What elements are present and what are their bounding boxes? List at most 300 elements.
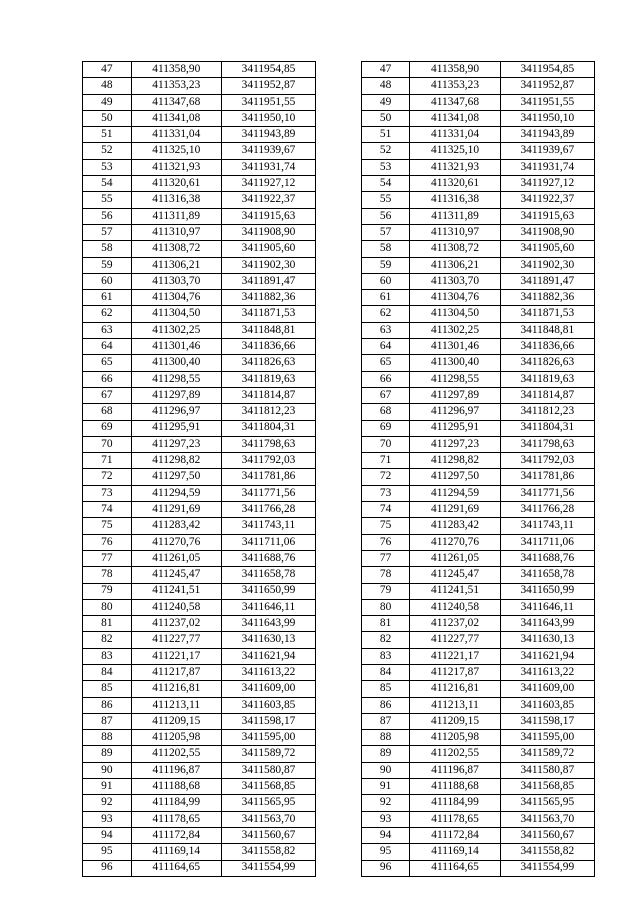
table-row: [83, 746, 595, 762]
left-x-coordinate-cell: 411297,50: [131, 469, 221, 485]
left-point-number-cell: 54: [83, 176, 132, 192]
left-x-coordinate-cell: 411325,10: [131, 143, 221, 159]
gap-cell: [316, 355, 362, 371]
table-row: [83, 681, 595, 697]
right-x-coordinate-cell: 411304,76: [410, 290, 500, 306]
left-x-coordinate-cell: 411245,47: [131, 567, 221, 583]
gap-cell: [316, 420, 362, 436]
left-y-coordinate-cell: 3411598,17: [221, 713, 315, 729]
right-x-coordinate-cell: 411301,46: [410, 339, 500, 355]
right-point-number-cell: 48: [361, 78, 410, 94]
left-point-number-cell: 56: [83, 208, 132, 224]
left-point-number-cell: 68: [83, 404, 132, 420]
left-y-coordinate-cell: 3411580,87: [221, 762, 315, 778]
right-point-number-cell: 78: [361, 567, 410, 583]
left-x-coordinate-cell: 411331,04: [131, 127, 221, 143]
gap-cell: [316, 616, 362, 632]
left-y-coordinate-cell: 3411643,99: [221, 616, 315, 632]
left-point-number-cell: 74: [83, 502, 132, 518]
left-point-number-cell: 83: [83, 648, 132, 664]
left-y-coordinate-cell: 3411658,78: [221, 567, 315, 583]
left-x-coordinate-cell: 411306,21: [131, 257, 221, 273]
table-row: [83, 110, 595, 126]
right-x-coordinate-cell: 411304,50: [410, 306, 500, 322]
right-x-coordinate-cell: 411216,81: [410, 681, 500, 697]
table-row: [83, 208, 595, 224]
left-y-coordinate-cell: 3411621,94: [221, 648, 315, 664]
left-y-coordinate-cell: 3411711,06: [221, 534, 315, 550]
right-x-coordinate-cell: 411297,50: [410, 469, 500, 485]
right-y-coordinate-cell: 3411836,66: [500, 339, 594, 355]
right-point-number-cell: 77: [361, 550, 410, 566]
table-row: [83, 762, 595, 778]
right-point-number-cell: 81: [361, 616, 410, 632]
gap-cell: [316, 273, 362, 289]
right-point-number-cell: 69: [361, 420, 410, 436]
right-x-coordinate-cell: 411297,89: [410, 387, 500, 403]
gap-cell: [316, 257, 362, 273]
left-y-coordinate-cell: 3411952,87: [221, 78, 315, 94]
right-point-number-cell: 65: [361, 355, 410, 371]
right-x-coordinate-cell: 411270,76: [410, 534, 500, 550]
right-point-number-cell: 91: [361, 779, 410, 795]
table-row: [83, 273, 595, 289]
left-x-coordinate-cell: 411237,02: [131, 616, 221, 632]
right-point-number-cell: 62: [361, 306, 410, 322]
left-point-number-cell: 63: [83, 322, 132, 338]
right-x-coordinate-cell: 411310,97: [410, 224, 500, 240]
table-row: [83, 453, 595, 469]
left-point-number-cell: 76: [83, 534, 132, 550]
left-x-coordinate-cell: 411316,38: [131, 192, 221, 208]
gap-cell: [316, 844, 362, 860]
right-y-coordinate-cell: 3411826,63: [500, 355, 594, 371]
left-y-coordinate-cell: 3411630,13: [221, 632, 315, 648]
left-x-coordinate-cell: 411295,91: [131, 420, 221, 436]
table-row: [83, 94, 595, 110]
table-row: [83, 502, 595, 518]
left-y-coordinate-cell: 3411804,31: [221, 420, 315, 436]
left-point-number-cell: 77: [83, 550, 132, 566]
right-point-number-cell: 93: [361, 811, 410, 827]
left-point-number-cell: 91: [83, 779, 132, 795]
right-point-number-cell: 82: [361, 632, 410, 648]
left-x-coordinate-cell: 411297,23: [131, 436, 221, 452]
right-point-number-cell: 75: [361, 518, 410, 534]
right-x-coordinate-cell: 411311,89: [410, 208, 500, 224]
gap-cell: [316, 436, 362, 452]
left-x-coordinate-cell: 411358,90: [131, 62, 221, 78]
gap-cell: [316, 567, 362, 583]
left-y-coordinate-cell: 3411939,67: [221, 143, 315, 159]
right-y-coordinate-cell: 3411658,78: [500, 567, 594, 583]
table-row: [83, 664, 595, 680]
left-point-number-cell: 75: [83, 518, 132, 534]
table-row: [83, 371, 595, 387]
left-y-coordinate-cell: 3411950,10: [221, 110, 315, 126]
right-point-number-cell: 95: [361, 844, 410, 860]
right-y-coordinate-cell: 3411603,85: [500, 697, 594, 713]
right-y-coordinate-cell: 3411554,99: [500, 860, 594, 876]
table-row: [83, 632, 595, 648]
table-row: [83, 567, 595, 583]
right-y-coordinate-cell: 3411650,99: [500, 583, 594, 599]
right-point-number-cell: 79: [361, 583, 410, 599]
table-row: [83, 176, 595, 192]
left-x-coordinate-cell: 411308,72: [131, 241, 221, 257]
right-x-coordinate-cell: 411227,77: [410, 632, 500, 648]
table-row: [83, 795, 595, 811]
left-y-coordinate-cell: 3411905,60: [221, 241, 315, 257]
right-x-coordinate-cell: 411172,84: [410, 827, 500, 843]
left-point-number-cell: 81: [83, 616, 132, 632]
left-x-coordinate-cell: 411301,46: [131, 339, 221, 355]
gap-cell: [316, 860, 362, 876]
right-y-coordinate-cell: 3411814,87: [500, 387, 594, 403]
gap-cell: [316, 599, 362, 615]
gap-cell: [316, 306, 362, 322]
right-point-number-cell: 67: [361, 387, 410, 403]
right-point-number-cell: 73: [361, 485, 410, 501]
left-x-coordinate-cell: 411321,93: [131, 159, 221, 175]
gap-cell: [316, 827, 362, 843]
left-y-coordinate-cell: 3411848,81: [221, 322, 315, 338]
right-y-coordinate-cell: 3411630,13: [500, 632, 594, 648]
left-x-coordinate-cell: 411178,65: [131, 811, 221, 827]
right-y-coordinate-cell: 3411891,47: [500, 273, 594, 289]
right-point-number-cell: 86: [361, 697, 410, 713]
left-y-coordinate-cell: 3411565,95: [221, 795, 315, 811]
right-x-coordinate-cell: 411188,68: [410, 779, 500, 795]
gap-cell: [316, 502, 362, 518]
table-row: [83, 241, 595, 257]
left-x-coordinate-cell: 411294,59: [131, 485, 221, 501]
right-x-coordinate-cell: 411358,90: [410, 62, 500, 78]
right-y-coordinate-cell: 3411927,12: [500, 176, 594, 192]
right-point-number-cell: 83: [361, 648, 410, 664]
left-x-coordinate-cell: 411184,99: [131, 795, 221, 811]
right-x-coordinate-cell: 411164,65: [410, 860, 500, 876]
left-y-coordinate-cell: 3411771,56: [221, 485, 315, 501]
right-point-number-cell: 72: [361, 469, 410, 485]
left-y-coordinate-cell: 3411812,23: [221, 404, 315, 420]
right-x-coordinate-cell: 411295,91: [410, 420, 500, 436]
left-x-coordinate-cell: 411241,51: [131, 583, 221, 599]
gap-cell: [316, 208, 362, 224]
right-point-number-cell: 53: [361, 159, 410, 175]
left-point-number-cell: 64: [83, 339, 132, 355]
right-point-number-cell: 58: [361, 241, 410, 257]
right-x-coordinate-cell: 411196,87: [410, 762, 500, 778]
table-row: [83, 697, 595, 713]
table-row: [83, 290, 595, 306]
right-point-number-cell: 85: [361, 681, 410, 697]
gap-cell: [316, 697, 362, 713]
table-row: [83, 550, 595, 566]
table-row: [83, 779, 595, 795]
left-x-coordinate-cell: 411227,77: [131, 632, 221, 648]
left-point-number-cell: 73: [83, 485, 132, 501]
right-point-number-cell: 64: [361, 339, 410, 355]
left-y-coordinate-cell: 3411792,03: [221, 453, 315, 469]
gap-cell: [316, 746, 362, 762]
gap-cell: [316, 681, 362, 697]
left-y-coordinate-cell: 3411931,74: [221, 159, 315, 175]
right-y-coordinate-cell: 3411563,70: [500, 811, 594, 827]
right-point-number-cell: 84: [361, 664, 410, 680]
right-x-coordinate-cell: 411298,82: [410, 453, 500, 469]
left-point-number-cell: 90: [83, 762, 132, 778]
right-x-coordinate-cell: 411302,25: [410, 322, 500, 338]
table-row: [83, 485, 595, 501]
gap-cell: [316, 469, 362, 485]
right-y-coordinate-cell: 3411915,63: [500, 208, 594, 224]
gap-cell: [316, 795, 362, 811]
right-x-coordinate-cell: 411291,69: [410, 502, 500, 518]
table-row: [83, 339, 595, 355]
right-point-number-cell: 94: [361, 827, 410, 843]
right-x-coordinate-cell: 411298,55: [410, 371, 500, 387]
right-x-coordinate-cell: 411321,93: [410, 159, 500, 175]
gap-cell: [316, 453, 362, 469]
gap-cell: [316, 78, 362, 94]
right-point-number-cell: 56: [361, 208, 410, 224]
right-y-coordinate-cell: 3411902,30: [500, 257, 594, 273]
left-x-coordinate-cell: 411169,14: [131, 844, 221, 860]
right-y-coordinate-cell: 3411598,17: [500, 713, 594, 729]
left-point-number-cell: 53: [83, 159, 132, 175]
left-y-coordinate-cell: 3411568,85: [221, 779, 315, 795]
right-y-coordinate-cell: 3411798,63: [500, 436, 594, 452]
right-point-number-cell: 74: [361, 502, 410, 518]
table-row: [83, 860, 595, 876]
left-y-coordinate-cell: 3411613,22: [221, 664, 315, 680]
table-row: [83, 616, 595, 632]
table-row: [83, 420, 595, 436]
left-x-coordinate-cell: 411304,50: [131, 306, 221, 322]
right-y-coordinate-cell: 3411558,82: [500, 844, 594, 860]
gap-cell: [316, 632, 362, 648]
left-point-number-cell: 96: [83, 860, 132, 876]
left-y-coordinate-cell: 3411922,37: [221, 192, 315, 208]
right-y-coordinate-cell: 3411939,67: [500, 143, 594, 159]
table-row: [83, 518, 595, 534]
right-point-number-cell: 70: [361, 436, 410, 452]
right-x-coordinate-cell: 411306,21: [410, 257, 500, 273]
right-point-number-cell: 50: [361, 110, 410, 126]
left-x-coordinate-cell: 411320,61: [131, 176, 221, 192]
right-point-number-cell: 60: [361, 273, 410, 289]
right-y-coordinate-cell: 3411931,74: [500, 159, 594, 175]
left-x-coordinate-cell: 411196,87: [131, 762, 221, 778]
left-y-coordinate-cell: 3411589,72: [221, 746, 315, 762]
gap-cell: [316, 648, 362, 664]
left-point-number-cell: 71: [83, 453, 132, 469]
gap-cell: [316, 192, 362, 208]
table-row: [83, 192, 595, 208]
right-y-coordinate-cell: 3411871,53: [500, 306, 594, 322]
gap-cell: [316, 779, 362, 795]
left-y-coordinate-cell: 3411646,11: [221, 599, 315, 615]
right-x-coordinate-cell: 411205,98: [410, 730, 500, 746]
right-y-coordinate-cell: 3411951,55: [500, 94, 594, 110]
gap-cell: [316, 550, 362, 566]
gap-cell: [316, 143, 362, 159]
gap-cell: [316, 404, 362, 420]
left-y-coordinate-cell: 3411558,82: [221, 844, 315, 860]
right-x-coordinate-cell: 411303,70: [410, 273, 500, 289]
left-point-number-cell: 95: [83, 844, 132, 860]
left-point-number-cell: 80: [83, 599, 132, 615]
gap-cell: [316, 762, 362, 778]
left-point-number-cell: 78: [83, 567, 132, 583]
right-point-number-cell: 52: [361, 143, 410, 159]
left-x-coordinate-cell: 411205,98: [131, 730, 221, 746]
gap-cell: [316, 241, 362, 257]
left-y-coordinate-cell: 3411871,53: [221, 306, 315, 322]
left-point-number-cell: 87: [83, 713, 132, 729]
table-row: [83, 387, 595, 403]
left-y-coordinate-cell: 3411650,99: [221, 583, 315, 599]
left-point-number-cell: 65: [83, 355, 132, 371]
right-x-coordinate-cell: 411320,61: [410, 176, 500, 192]
left-y-coordinate-cell: 3411951,55: [221, 94, 315, 110]
left-point-number-cell: 69: [83, 420, 132, 436]
left-point-number-cell: 72: [83, 469, 132, 485]
left-point-number-cell: 84: [83, 664, 132, 680]
left-point-number-cell: 61: [83, 290, 132, 306]
right-y-coordinate-cell: 3411950,10: [500, 110, 594, 126]
coordinates-table-body: [83, 62, 595, 877]
right-x-coordinate-cell: 411241,51: [410, 583, 500, 599]
left-x-coordinate-cell: 411297,89: [131, 387, 221, 403]
right-y-coordinate-cell: 3411781,86: [500, 469, 594, 485]
left-point-number-cell: 70: [83, 436, 132, 452]
right-y-coordinate-cell: 3411771,56: [500, 485, 594, 501]
right-y-coordinate-cell: 3411792,03: [500, 453, 594, 469]
gap-cell: [316, 534, 362, 550]
right-point-number-cell: 49: [361, 94, 410, 110]
right-point-number-cell: 96: [361, 860, 410, 876]
left-x-coordinate-cell: 411213,11: [131, 697, 221, 713]
left-y-coordinate-cell: 3411595,00: [221, 730, 315, 746]
right-point-number-cell: 87: [361, 713, 410, 729]
right-point-number-cell: 55: [361, 192, 410, 208]
right-x-coordinate-cell: 411300,40: [410, 355, 500, 371]
right-point-number-cell: 71: [361, 453, 410, 469]
table-row: [83, 159, 595, 175]
table-row: [83, 78, 595, 94]
right-point-number-cell: 89: [361, 746, 410, 762]
table-row: [83, 355, 595, 371]
left-point-number-cell: 50: [83, 110, 132, 126]
left-point-number-cell: 51: [83, 127, 132, 143]
left-x-coordinate-cell: 411202,55: [131, 746, 221, 762]
left-x-coordinate-cell: 411216,81: [131, 681, 221, 697]
gap-cell: [316, 94, 362, 110]
right-y-coordinate-cell: 3411568,85: [500, 779, 594, 795]
table-row: [83, 436, 595, 452]
gap-cell: [316, 485, 362, 501]
left-x-coordinate-cell: 411347,68: [131, 94, 221, 110]
left-y-coordinate-cell: 3411766,28: [221, 502, 315, 518]
left-y-coordinate-cell: 3411915,63: [221, 208, 315, 224]
right-y-coordinate-cell: 3411646,11: [500, 599, 594, 615]
left-y-coordinate-cell: 3411554,99: [221, 860, 315, 876]
left-point-number-cell: 92: [83, 795, 132, 811]
table-row: [83, 127, 595, 143]
gap-cell: [316, 290, 362, 306]
right-point-number-cell: 68: [361, 404, 410, 420]
left-y-coordinate-cell: 3411882,36: [221, 290, 315, 306]
left-x-coordinate-cell: 411304,76: [131, 290, 221, 306]
left-x-coordinate-cell: 411300,40: [131, 355, 221, 371]
left-point-number-cell: 79: [83, 583, 132, 599]
right-y-coordinate-cell: 3411766,28: [500, 502, 594, 518]
right-y-coordinate-cell: 3411688,76: [500, 550, 594, 566]
gap-cell: [316, 176, 362, 192]
left-point-number-cell: 58: [83, 241, 132, 257]
left-x-coordinate-cell: 411302,25: [131, 322, 221, 338]
table-row: [83, 583, 595, 599]
gap-cell: [316, 127, 362, 143]
table-row: [83, 62, 595, 78]
left-x-coordinate-cell: 411261,05: [131, 550, 221, 566]
left-point-number-cell: 60: [83, 273, 132, 289]
gap-cell: [316, 159, 362, 175]
table-row: [83, 143, 595, 159]
right-y-coordinate-cell: 3411711,06: [500, 534, 594, 550]
right-point-number-cell: 63: [361, 322, 410, 338]
table-row: [83, 648, 595, 664]
left-point-number-cell: 89: [83, 746, 132, 762]
right-y-coordinate-cell: 3411952,87: [500, 78, 594, 94]
left-y-coordinate-cell: 3411819,63: [221, 371, 315, 387]
right-point-number-cell: 47: [361, 62, 410, 78]
right-y-coordinate-cell: 3411819,63: [500, 371, 594, 387]
left-point-number-cell: 57: [83, 224, 132, 240]
right-x-coordinate-cell: 411237,02: [410, 616, 500, 632]
right-y-coordinate-cell: 3411643,99: [500, 616, 594, 632]
left-x-coordinate-cell: 411283,42: [131, 518, 221, 534]
right-y-coordinate-cell: 3411908,90: [500, 224, 594, 240]
left-x-coordinate-cell: 411296,97: [131, 404, 221, 420]
left-x-coordinate-cell: 411221,17: [131, 648, 221, 664]
right-x-coordinate-cell: 411213,11: [410, 697, 500, 713]
table-row: [83, 599, 595, 615]
gap-cell: [316, 387, 362, 403]
table-row: [83, 713, 595, 729]
right-x-coordinate-cell: 411347,68: [410, 94, 500, 110]
table-row: [83, 404, 595, 420]
left-x-coordinate-cell: 411209,15: [131, 713, 221, 729]
right-x-coordinate-cell: 411169,14: [410, 844, 500, 860]
left-y-coordinate-cell: 3411560,67: [221, 827, 315, 843]
left-x-coordinate-cell: 411172,84: [131, 827, 221, 843]
right-x-coordinate-cell: 411297,23: [410, 436, 500, 452]
left-x-coordinate-cell: 411298,55: [131, 371, 221, 387]
right-y-coordinate-cell: 3411589,72: [500, 746, 594, 762]
left-x-coordinate-cell: 411291,69: [131, 502, 221, 518]
left-y-coordinate-cell: 3411603,85: [221, 697, 315, 713]
left-y-coordinate-cell: 3411943,89: [221, 127, 315, 143]
right-x-coordinate-cell: 411217,87: [410, 664, 500, 680]
table-row: [83, 257, 595, 273]
right-x-coordinate-cell: 411331,04: [410, 127, 500, 143]
right-x-coordinate-cell: 411245,47: [410, 567, 500, 583]
gap-cell: [316, 664, 362, 680]
right-x-coordinate-cell: 411178,65: [410, 811, 500, 827]
